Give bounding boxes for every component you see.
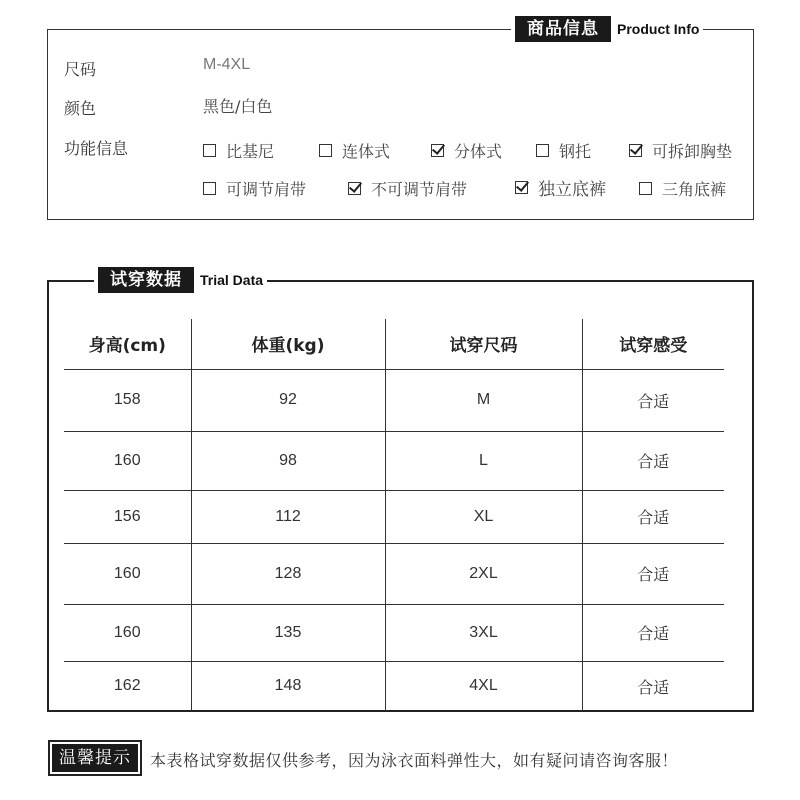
checkbox-icon[interactable] — [536, 144, 549, 157]
cell-fit: 合适 — [582, 431, 724, 490]
checkbox-checked-icon[interactable] — [515, 181, 528, 194]
cell-weight: 148 — [191, 661, 385, 711]
product-info-heading-cn: 商品信息 — [515, 16, 611, 42]
option-two-piece[interactable] — [431, 139, 502, 162]
option-label: 连体式 — [342, 142, 391, 161]
option-underwire[interactable] — [536, 139, 591, 162]
table-header-row — [64, 319, 724, 369]
cell-height: 156 — [64, 490, 191, 543]
cell-weight: 128 — [191, 543, 385, 604]
cell-weight: 112 — [191, 490, 385, 543]
table-row — [64, 369, 724, 431]
cell-size: L — [385, 431, 582, 490]
option-fixed-straps[interactable] — [348, 177, 467, 200]
trial-data-panel — [47, 270, 754, 712]
option-label: 可调节肩带 — [226, 180, 307, 199]
cell-size: 4XL — [385, 661, 582, 711]
checkbox-icon[interactable] — [319, 144, 332, 157]
size-label: 尺码 — [64, 60, 97, 79]
column-header-size: 试穿尺码 — [385, 319, 582, 369]
function-label: 功能信息 — [64, 139, 129, 158]
tip-badge-label: 温馨提示 — [52, 744, 138, 772]
column-header-weight: 体重(kg) — [191, 319, 385, 369]
cell-fit: 合适 — [582, 369, 724, 431]
cell-size: XL — [385, 490, 582, 543]
trial-data-heading — [94, 267, 267, 293]
checkbox-icon[interactable] — [203, 144, 216, 157]
cell-size: M — [385, 369, 582, 431]
cell-fit: 合适 — [582, 661, 724, 711]
table-row — [64, 661, 724, 711]
column-header-fit: 试穿感受 — [582, 319, 724, 369]
option-bikini[interactable] — [203, 139, 274, 162]
cell-height: 160 — [64, 431, 191, 490]
cell-weight: 98 — [191, 431, 385, 490]
option-adjustable-straps[interactable] — [203, 177, 306, 200]
trial-data-heading-cn: 试穿数据 — [98, 267, 194, 293]
cell-fit: 合适 — [582, 543, 724, 604]
option-separate-bottoms[interactable] — [515, 175, 606, 200]
option-removable-pads[interactable] — [629, 139, 732, 162]
trial-data-table — [64, 319, 724, 711]
product-info-panel — [47, 19, 754, 220]
option-brief-bottoms[interactable] — [639, 177, 726, 200]
option-one-piece[interactable] — [319, 139, 390, 162]
cell-height: 162 — [113, 677, 141, 695]
option-label: 比基尼 — [226, 142, 275, 161]
option-label: 不可调节肩带 — [371, 180, 468, 199]
table-row — [64, 431, 724, 490]
option-label: 钢托 — [559, 142, 592, 161]
cell-size: 3XL — [385, 604, 582, 661]
option-label: 三角底裤 — [662, 180, 727, 199]
checkbox-icon[interactable] — [639, 182, 652, 195]
option-label: 独立底裤 — [538, 180, 606, 200]
checkbox-checked-icon[interactable] — [348, 182, 361, 195]
checkbox-checked-icon[interactable] — [431, 144, 444, 157]
cell-weight: 135 — [191, 604, 385, 661]
tip-text: 本表格试穿数据仅供参考，因为泳衣面料弹性大，如有疑问请咨询客服！ — [150, 751, 679, 770]
table-row — [64, 604, 724, 661]
product-info-heading — [511, 16, 703, 42]
cell-fit: 合适 — [582, 490, 724, 543]
product-info-heading-en: Product Info — [617, 21, 700, 37]
table-row — [64, 543, 724, 604]
option-label: 可拆卸胸垫 — [652, 142, 733, 161]
cell-height: 160 — [64, 604, 191, 661]
cell-fit: 合适 — [582, 604, 724, 661]
cell-size: 2XL — [385, 543, 582, 604]
cell-weight: 92 — [191, 369, 385, 431]
size-value: M-4XL — [203, 56, 251, 73]
tip-badge — [48, 740, 142, 776]
cell-height: 160 — [64, 543, 191, 604]
cell-height: 158 — [64, 369, 191, 431]
checkbox-checked-icon[interactable] — [629, 144, 642, 157]
table-row — [64, 490, 724, 543]
checkbox-icon[interactable] — [203, 182, 216, 195]
color-value: 黑色/白色 — [203, 97, 273, 116]
trial-data-heading-en: Trial Data — [200, 272, 264, 288]
color-label: 颜色 — [64, 99, 97, 118]
column-header-height: 身高(cm) — [64, 319, 191, 369]
option-label: 分体式 — [454, 142, 503, 161]
